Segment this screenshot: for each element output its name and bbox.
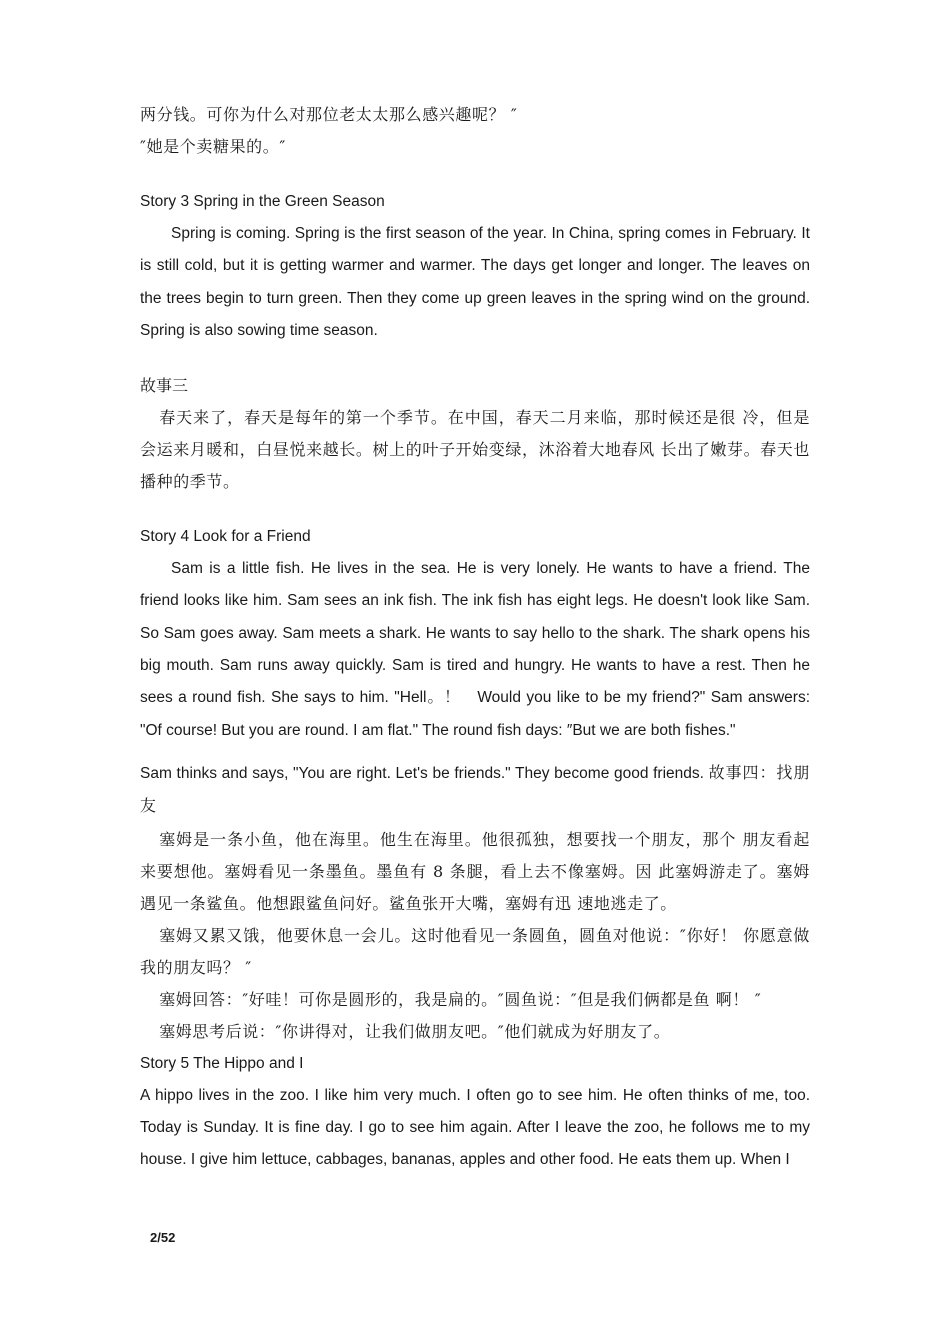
story-4-chinese-1: 塞姆是一条小鱼，他在海里。他生在海里。他很孤独，想要找一个朋友，那个 朋友看起来要想他。塞姆看见一条墨鱼。墨鱼有 8 条腿，看上去不像塞姆。因 此塞姆游走了。塞姆遇见一条鲨鱼。他想跟鲨鱼问好。鲨鱼张开大嘴，塞姆有迅 速地逃走了。 (140, 829, 810, 913)
story-4-title: Story 4 Look for a Friend (140, 528, 311, 546)
story-4-chinese-2: 塞姆又累又饿，他要休息一会儿。这时他看见一条圆鱼，圆鱼对他说：″你好！ 你愿意做我的朋友吗？ ″ (140, 925, 810, 977)
story-3-title: Story 3 Spring in the Green Season (140, 193, 385, 210)
story-3-chinese-title: 故事三 (140, 376, 189, 396)
story-5-english: A hippo lives in the zoo. I like him very much. I often go to see him. He often thinks of me, too. Today is Sunday. It is fine day. I go to see him again. After I leave the zoo, he follows me to my house. I give him lettuce, cabbages, bananas, apples and other food. He eats them up. When I (140, 1086, 810, 1169)
paragraph-cn: 两分钱。可你为什么对那位老太太那么感兴趣呢？ ″ (140, 105, 518, 124)
story-4-english-continued (140, 757, 810, 824)
page-content (140, 99, 810, 1176)
story-3-chinese: 春天来了，春天是每年的第一个季节。在中国，春天二月来临，那时候还是很 冷，但是会运来月暖和，白昼悦来越长。树上的叶子开始变绿，沐浴着大地春风 长出了嫩芽。春天也播种的季节。 (140, 408, 810, 492)
story-4-chinese-title: 故事四：找朋友 (140, 762, 810, 816)
paragraph-cn: ″她是个卖糖果的。″ (140, 137, 286, 156)
story-4-chinese-3: 塞姆回答：″好哇！可你是圆形的，我是扁的。″圆鱼说：″但是我们俩都是鱼 啊！ ″ (159, 989, 762, 1009)
page-number: 2/52 (150, 1230, 176, 1245)
story-4-chinese-4: 塞姆思考后说：″你讲得对，让我们做朋友吧。″他们就成为好朋友了。 (159, 1021, 671, 1041)
story-4-english: Sam is a little fish. He lives in the sea. He is very lonely. He wants to have a friend. The friend looks like him. Sam sees an ink fish. The ink fish has eight legs. He doesn't look like Sam. So Sam goes away. Sam meets a shark. He wants to say hello to the shark. The shark opens his big mouth. Sam runs away quickly. Sam is tired and hungry. He wants to have a rest. Then he sees a round fish. She says to him. "Hell。！ Would you like to be my friend?" Sam answers: "Of course! But you are round. I am flat." The round fish days: ″But we are both fishes." (140, 560, 810, 739)
story-4-english-end: Sam thinks and says, "You are right. Let's be friends." They become good friends. (140, 764, 704, 782)
story-5-title: Story 5 The Hippo and I (140, 1054, 304, 1072)
story-3-english: Spring is coming. Spring is the first season of the year. In China, spring comes in February. It is still cold, but it is getting warmer and warmer. The days get longer and longer. The leaves on the trees begin to turn green. Then they come up green leaves in the spring wind on the ground. Spring is also sowing time season. (140, 225, 810, 339)
